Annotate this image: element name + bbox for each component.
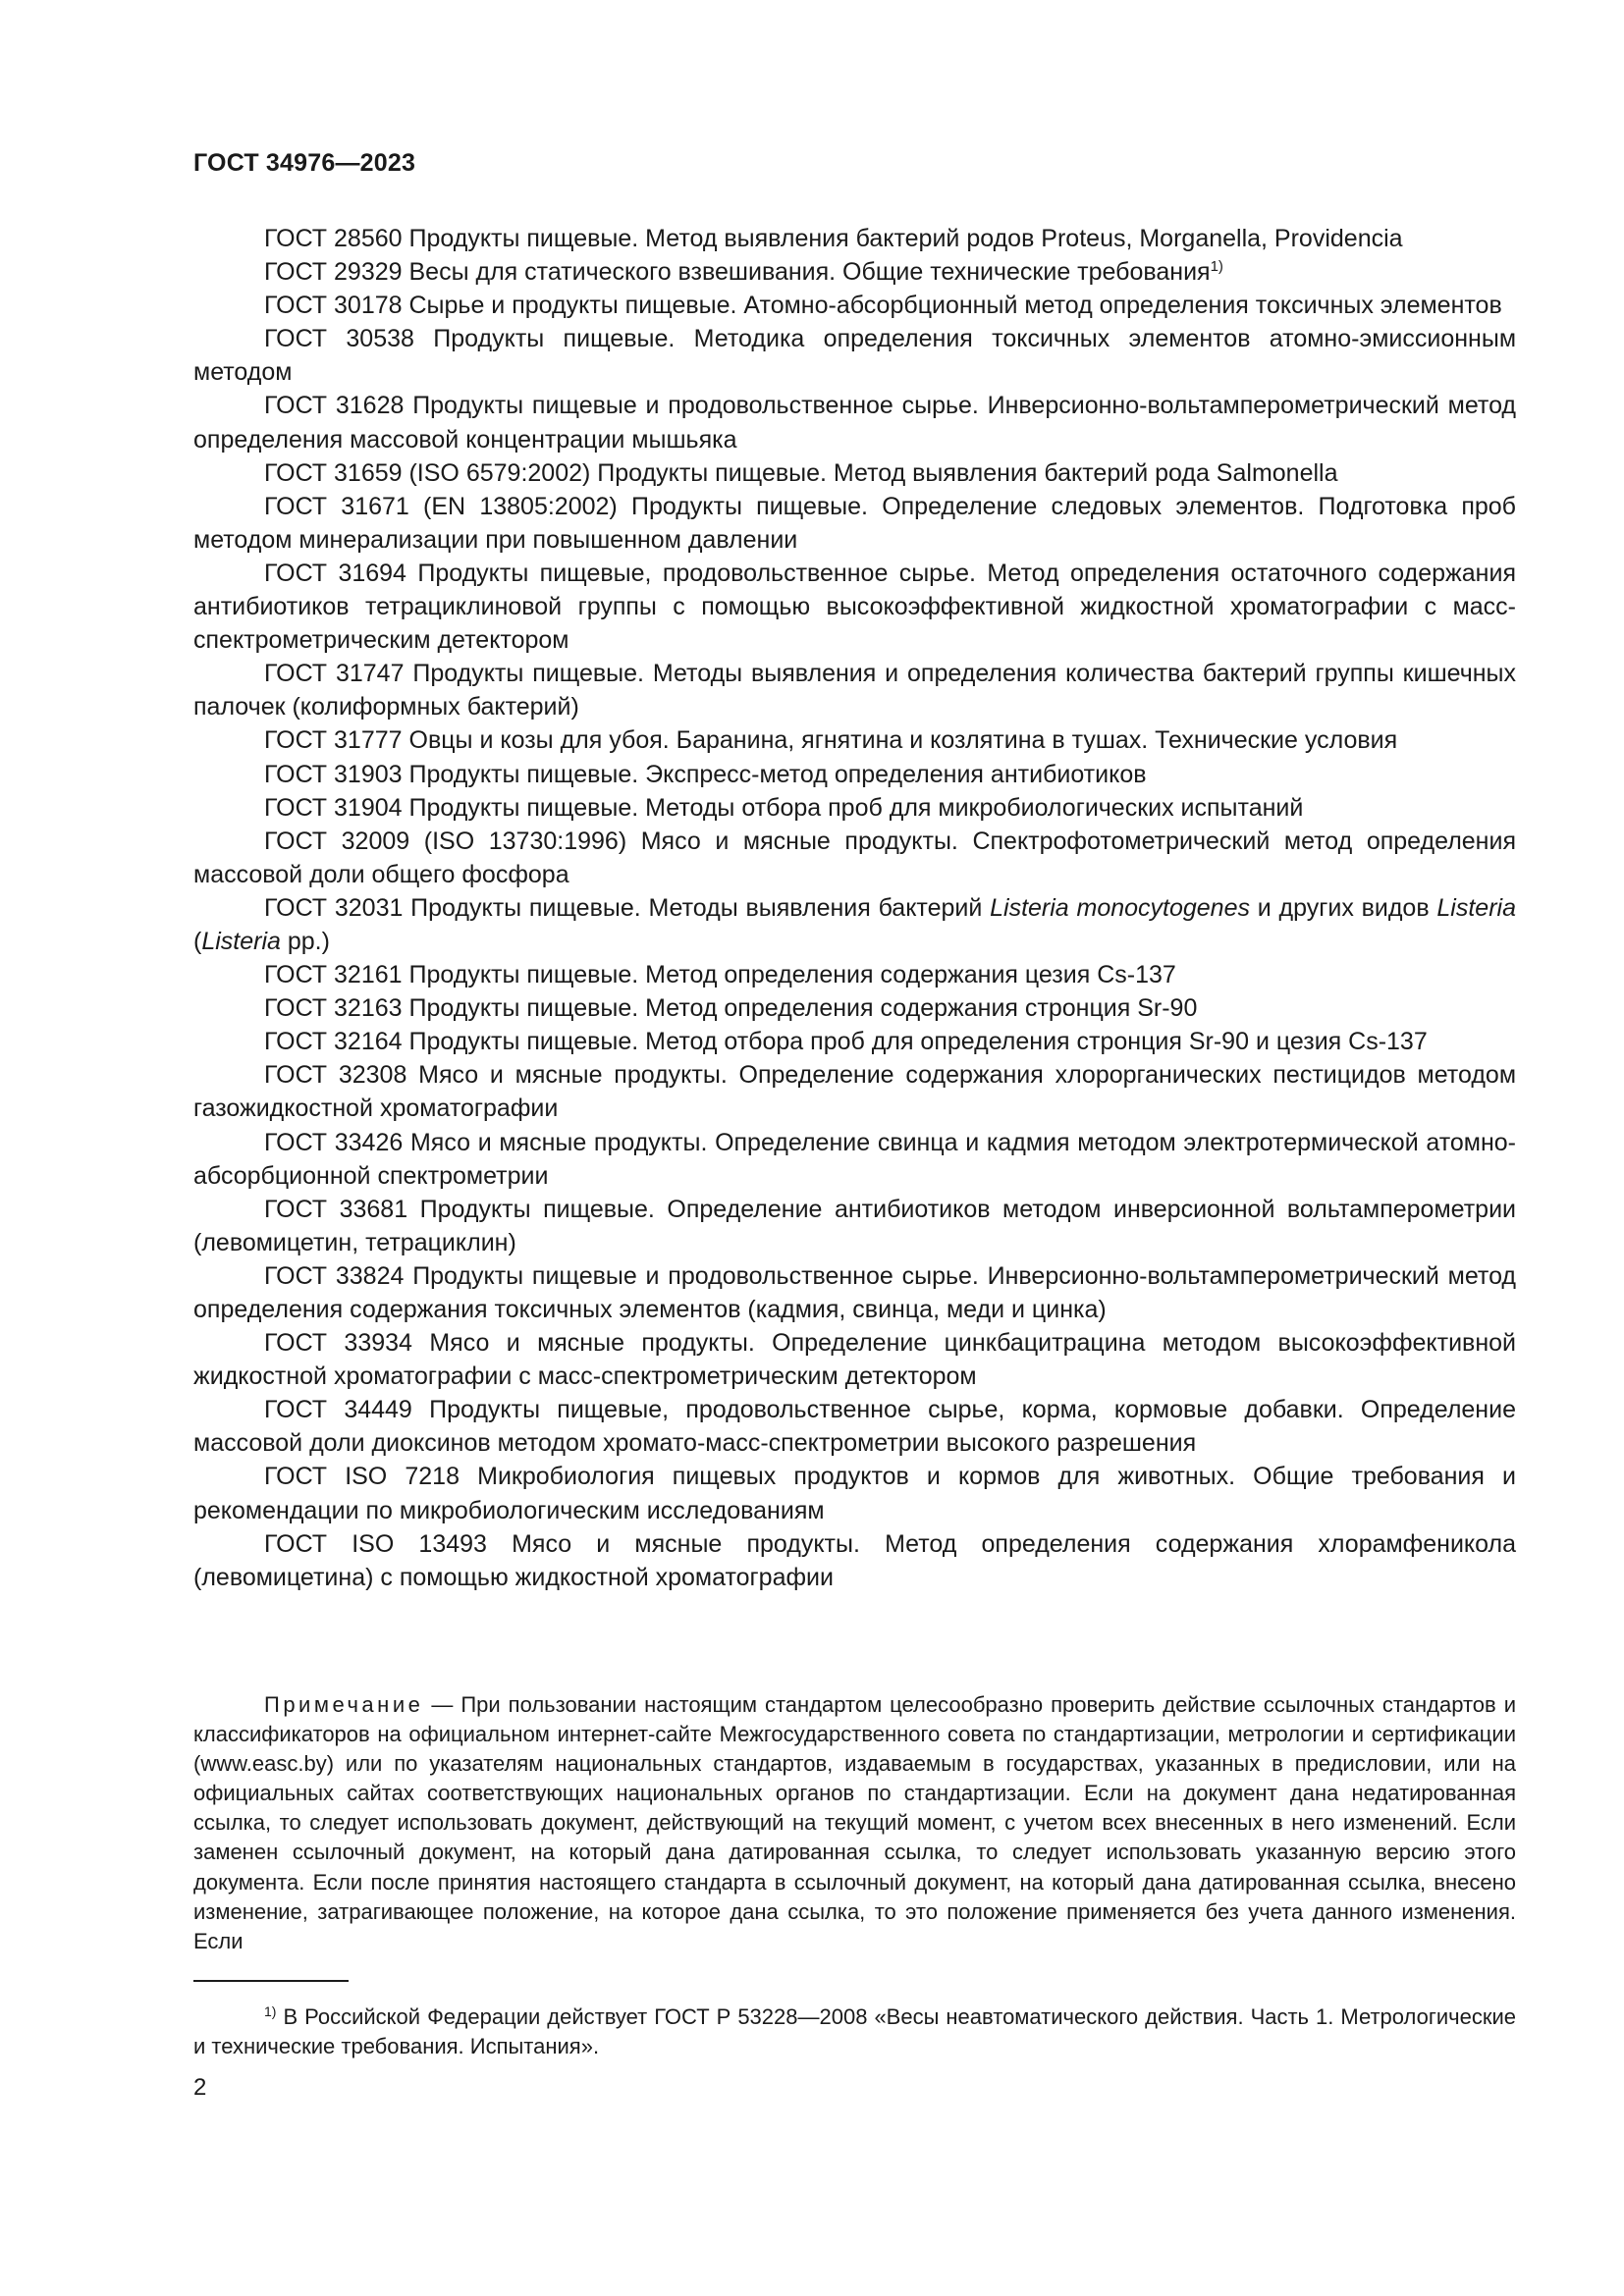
reference-title: Продукты пищевые и продовольственное сырье. Инверсионно-вольтамперометрический метод определения содержания токсичных элементов (кадмия, свинца, меди и цинка) xyxy=(193,1261,1517,1323)
genus-name: Listeria xyxy=(1436,893,1516,922)
reference-title: Мясо и мясные продукты. Определение свинца и кадмия методом электротермической атомно-абсорбционной спектрометрии xyxy=(193,1128,1517,1190)
footnote-mark: 1) xyxy=(264,2003,277,2019)
reference-code: ГОСТ 29329 xyxy=(264,258,403,287)
reference-title: Продукты пищевые. Метод отбора проб для определения стронция Sr-90 и цезия Cs-137 xyxy=(408,1028,1428,1056)
reference-title: Продукты пищевые. Метод выявления бактерий родов Proteus, Morganella, Providencia xyxy=(408,225,1403,252)
reference-code: ГОСТ 32308 xyxy=(264,1061,407,1090)
reference-code: ГОСТ 33426 xyxy=(264,1128,404,1156)
document-header: ГОСТ 34976—2023 xyxy=(193,149,416,177)
reference-code: ГОСТ 32161 xyxy=(264,961,403,989)
reference-item xyxy=(193,322,1516,389)
reference-code: ГОСТ 31671 (EN 13805:2002) xyxy=(264,492,618,520)
note-paragraph xyxy=(193,1690,1516,1956)
reference-code: ГОСТ 31659 (ISO 6579:2002) xyxy=(264,458,591,487)
reference-title: Продукты пищевые, продовольственное сырье. Метод определения остаточного содержания антибиотиков тетрациклиновой группы с помощью высокоэффективной жидкостной хроматографии с масс-спектрометрическим детектором xyxy=(193,559,1516,655)
reference-item xyxy=(193,1126,1516,1193)
reference-item xyxy=(193,222,1516,255)
reference-code: ГОСТ 33934 xyxy=(264,1329,412,1358)
reference-item xyxy=(193,389,1516,455)
footnote-reference-mark: 1) xyxy=(1210,258,1223,276)
normative-references-list xyxy=(193,222,1516,1594)
reference-item xyxy=(193,289,1516,322)
reference-title: Продукты пищевые. Методы выявления и определения количества бактерий группы кишечных палочек (колиформных бактерий) xyxy=(193,660,1516,721)
reference-item xyxy=(193,723,1516,757)
note-label: Примечание xyxy=(264,1692,424,1717)
reference-code: ГОСТ 30178 xyxy=(264,292,403,320)
reference-title: Мясо и мясные продукты. Определение содержания хлорорганических пестицидов методом газожидкостной хроматографии xyxy=(193,1061,1517,1123)
reference-code: ГОСТ 32009 (ISO 13730:1996) xyxy=(264,827,627,855)
reference-title-part: ( xyxy=(193,927,202,955)
footnote xyxy=(193,2002,1516,2061)
reference-item xyxy=(193,1259,1516,1326)
reference-title: Продукты пищевые. Метод определения содержания цезия Cs-137 xyxy=(408,961,1176,989)
reference-item xyxy=(193,1527,1516,1594)
reference-code: ГОСТ 31904 xyxy=(264,793,403,822)
note-text: При пользовании настоящим стандартом целесообразно проверить действие ссылочных стандартов и классификаторов на официальном интернет-сайте Межгосударственного совета по стандартизации, метрологии и сертификации (www.easc.by) или по указателям национальных стандартов, издаваемым в государствах, указанных в предисловии, или на официальных сайтах соответствующих национальных органов по стандартизации. Если на документ дана недатированная ссылка, то следует использовать документ, действующий на текущий момент, с учетом всех внесенных в него изменений. Если заменен ссылочный документ, на который дана датированная ссылка, то следует использовать указанную версию этого документа. Если после принятия настоящего стандарта в ссылочный документ, на который дана датированная ссылка, внесено изменение, затрагивающее положение, на которое дана ссылка, то это положение применяется без учета данного изменения. Если xyxy=(193,1692,1516,1953)
reference-title: Продукты пищевые. Метод выявления бактерий рода Salmonella xyxy=(597,458,1338,487)
reference-code: ГОСТ 32031 xyxy=(264,893,404,922)
reference-code: ГОСТ 33681 xyxy=(264,1195,408,1223)
reference-code: ГОСТ 33824 xyxy=(264,1261,405,1290)
reference-code: ГОСТ 32163 xyxy=(264,994,403,1023)
reference-title: Мясо и мясные продукты. Метод определения содержания хлорамфеникола (левомицетина) с помощью жидкостной хроматографии xyxy=(193,1529,1516,1591)
reference-code: ГОСТ 28560 xyxy=(264,225,403,252)
reference-code: ГОСТ 34449 xyxy=(264,1396,412,1424)
reference-item xyxy=(193,991,1516,1025)
reference-code: ГОСТ 31694 xyxy=(264,559,406,587)
reference-item xyxy=(193,456,1516,490)
reference-title-part: и других видов xyxy=(1257,893,1430,922)
reference-code: ГОСТ 32164 xyxy=(264,1028,403,1056)
reference-title: Продукты пищевые. Экспресс-метод определения антибиотиков xyxy=(408,760,1147,788)
reference-title: Мясо и мясные продукты. Определение цинкбацитрацина методом высокоэффективной жидкостной хроматографии с масс-спектрометрическим детектором xyxy=(193,1329,1517,1391)
reference-code: ГОСТ 31903 xyxy=(264,760,403,788)
genus-name: Listeria xyxy=(201,927,281,955)
reference-item xyxy=(193,1393,1516,1460)
reference-item xyxy=(193,1058,1516,1125)
reference-code: ГОСТ 31628 xyxy=(264,392,405,420)
reference-item xyxy=(193,791,1516,825)
reference-title: Мясо и мясные продукты. Спектрофотометрический метод определения массовой доли общего фосфора xyxy=(193,827,1516,888)
reference-code: ГОСТ 31747 xyxy=(264,660,405,688)
reference-title: Продукты пищевые. Определение следовых элементов. Подготовка проб методом минерализации при повышенном давлении xyxy=(193,492,1517,554)
reference-code: ГОСТ ISO 7218 xyxy=(264,1463,460,1491)
reference-item xyxy=(193,825,1516,891)
species-name: Listeria monocytogenes xyxy=(990,893,1250,922)
reference-item xyxy=(193,1025,1516,1058)
reference-code: ГОСТ 31777 xyxy=(264,726,403,755)
reference-title: Продукты пищевые. Определение антибиотиков методом инверсионной вольтамперометрии (левомицетин, тетрациклин) xyxy=(193,1195,1516,1256)
reference-item xyxy=(193,255,1516,289)
note-dash: — xyxy=(431,1692,454,1717)
reference-title: Сырье и продукты пищевые. Атомно-абсорбционный метод определения токсичных элементов xyxy=(408,292,1502,320)
reference-item xyxy=(193,1326,1516,1393)
reference-title: Весы для статического взвешивания. Общие технические требования xyxy=(408,258,1211,287)
reference-title: Продукты пищевые. Методика определения токсичных элементов атомно-эмиссионным методом xyxy=(193,325,1517,387)
footnote-separator xyxy=(193,1980,349,1982)
reference-title: Продукты пищевые, продовольственное сырье, корма, кормовые добавки. Определение массовой доли диоксинов методом хромато-масс-спектрометрии высокого разрешения xyxy=(193,1396,1516,1458)
reference-title: Овцы и козы для убоя. Баранина, ягнятина и козлятина в тушах. Технические условия xyxy=(408,726,1398,755)
reference-item xyxy=(193,557,1516,657)
reference-title: Продукты пищевые и продовольственное сырье. Инверсионно-вольтамперометрический метод определения массовой концентрации мышьяка xyxy=(193,392,1517,454)
reference-item xyxy=(193,657,1516,723)
reference-item xyxy=(193,1193,1516,1259)
page-number: 2 xyxy=(193,2074,207,2101)
reference-title: Микробиология пищевых продуктов и кормов для животных. Общие требования и рекомендации по микробиологическим исследованиям xyxy=(193,1463,1516,1524)
reference-title: Продукты пищевые. Метод определения содержания стронция Sr-90 xyxy=(408,994,1198,1023)
reference-code: ГОСТ 30538 xyxy=(264,325,414,353)
reference-item xyxy=(193,1460,1516,1526)
reference-title-part: Продукты пищевые. Методы выявления бактерий xyxy=(410,893,983,922)
reference-title-part: pp.) xyxy=(287,927,330,955)
reference-item xyxy=(193,490,1516,557)
reference-item xyxy=(193,758,1516,791)
reference-code: ГОСТ ISO 13493 xyxy=(264,1529,487,1558)
reference-item xyxy=(193,891,1516,958)
reference-title: Продукты пищевые. Методы отбора проб для микробиологических испытаний xyxy=(408,793,1304,822)
reference-item xyxy=(193,958,1516,991)
footnote-text: В Российской Федерации действует ГОСТ Р 53228—2008 «Весы неавтоматического действия. Часть 1. Метрологические и технические требования. Испытания». xyxy=(193,2004,1516,2059)
